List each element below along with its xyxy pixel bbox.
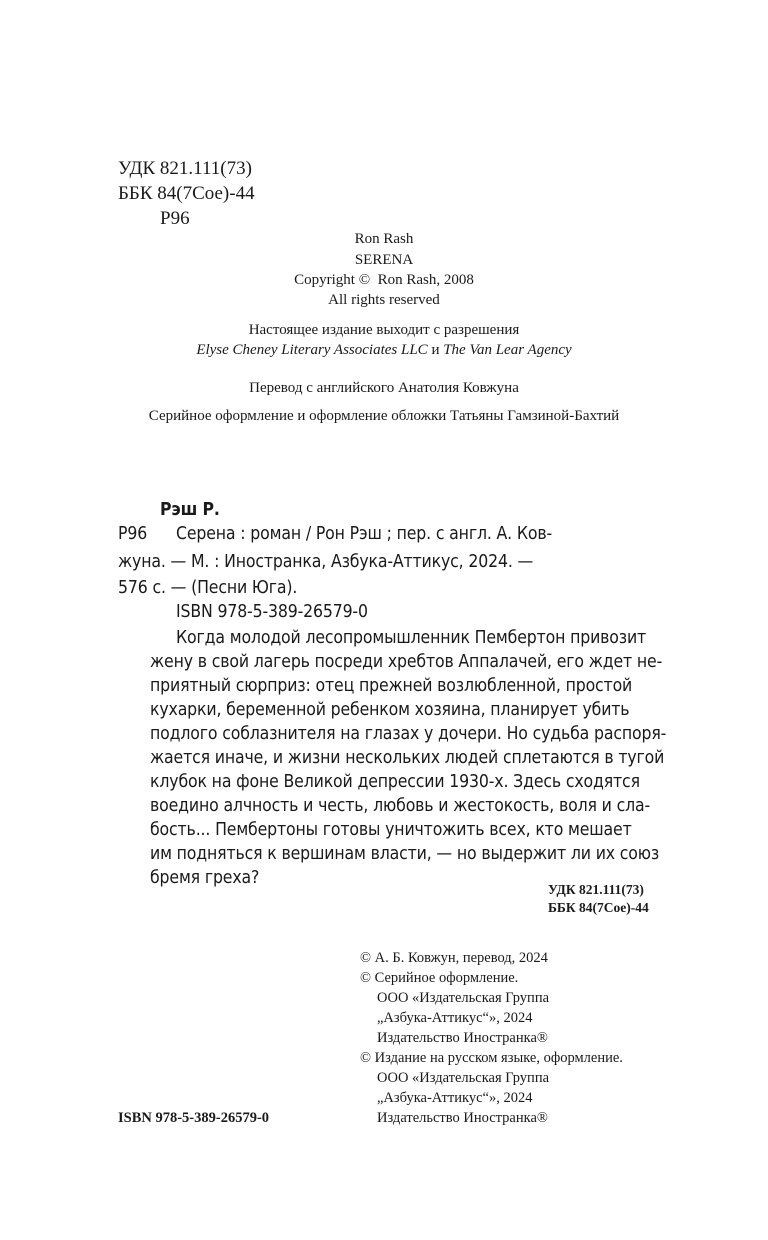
catalog-udk: УДК 821.111(73)	[548, 882, 644, 897]
annotation-line: им подняться к вершинам власти, — но выдержит ли их союз	[150, 844, 660, 864]
catalog-line: жуна. — М. : Иностранка, Азбука-Аттикус, 2024. —	[118, 552, 534, 572]
translation-credit: Перевод с английского Анатолия Ковжуна	[249, 380, 519, 396]
annotation-line: клубок на фоне Великой депрессии 1930-х. Здесь сходятся	[150, 772, 640, 792]
copyright-notice: Издательство Иностранка®	[377, 1030, 548, 1046]
annotation-line: подлого соблазнителя на глазах у дочери. Но судьба распоря-	[150, 724, 667, 744]
annotation-line: кухарки, беременной ребенком хозяина, планирует убить	[150, 700, 630, 720]
annotation-line: Когда молодой лесопромышленник Пембертон привозит	[176, 628, 647, 648]
udk-code: УДК 821.111(73)	[118, 158, 252, 179]
copyright-notice: © Серийное оформление.	[360, 970, 519, 986]
copyright-notice: „Азбука-Аттикус“», 2024	[377, 1010, 533, 1026]
catalog-bbk: ББК 84(7Сое)-44	[548, 900, 649, 915]
copyright-notice: „Азбука-Аттикус“», 2024	[377, 1090, 533, 1106]
copyright-holder: Ron Rash, 2008	[377, 272, 474, 288]
bbk-code: ББК 84(7Сое)-44	[118, 183, 255, 204]
author-mark: Р96	[160, 208, 190, 229]
original-author: Ron Rash	[354, 231, 414, 247]
annotation-line: приятный сюрприз: отец прежней возлюбленной, простой	[150, 676, 633, 696]
catalog-mark: Р96	[118, 524, 148, 544]
original-title: SERENA	[354, 252, 414, 268]
isbn-bottom: ISBN 978-5-389-26579-0	[118, 1110, 270, 1126]
copyright-notice: Издательство Иностранка®	[377, 1110, 548, 1126]
annotation-line: бость... Пембертоны готовы уничтожить всех, кто мешает	[150, 820, 632, 840]
permission-line: Настоящее издание выходит с разрешения	[248, 322, 520, 338]
copyright-notice: ООО «Издательская Группа	[377, 990, 550, 1006]
agency-conjunction: и	[431, 342, 440, 358]
annotation-line: бремя греха?	[150, 868, 260, 888]
annotation-line: жается иначе, и жизни нескольких людей сплетаются в тугой	[150, 748, 665, 768]
catalog-line: Серена : роман / Рон Рэш ; пер. с англ. А. Ков-	[176, 524, 553, 544]
catalog-line: 576 с. — (Песни Юга).	[118, 578, 298, 598]
copyright-notice: ООО «Издательская Группа	[377, 1070, 550, 1086]
agencies-line	[0, 342, 768, 359]
copyright-line	[0, 272, 768, 289]
agency-2: The Van Lear Agency	[443, 342, 572, 358]
catalog-isbn: ISBN 978-5-389-26579-0	[176, 602, 368, 622]
copyright-prefix: Copyright ©	[294, 272, 371, 288]
copyright-notice: © Издание на русском языке, оформление.	[360, 1050, 623, 1066]
copyright-notice: © А. Б. Ковжун, перевод, 2024	[360, 950, 548, 966]
agency-1: Elyse Cheney Literary Associates LLC	[196, 342, 428, 358]
annotation-line: воедино алчность и честь, любовь и жестокость, воля и сла-	[150, 796, 651, 816]
rights-reserved: All rights reserved	[328, 292, 440, 308]
annotation-line: жену в свой лагерь посреди хребтов Аппалачей, его ждет не-	[150, 652, 663, 672]
design-credit: Серийное оформление и оформление обложки Татьяны Гамзиной-Бахтий	[148, 408, 620, 424]
catalog-author-heading: Рэш Р.	[160, 500, 220, 520]
